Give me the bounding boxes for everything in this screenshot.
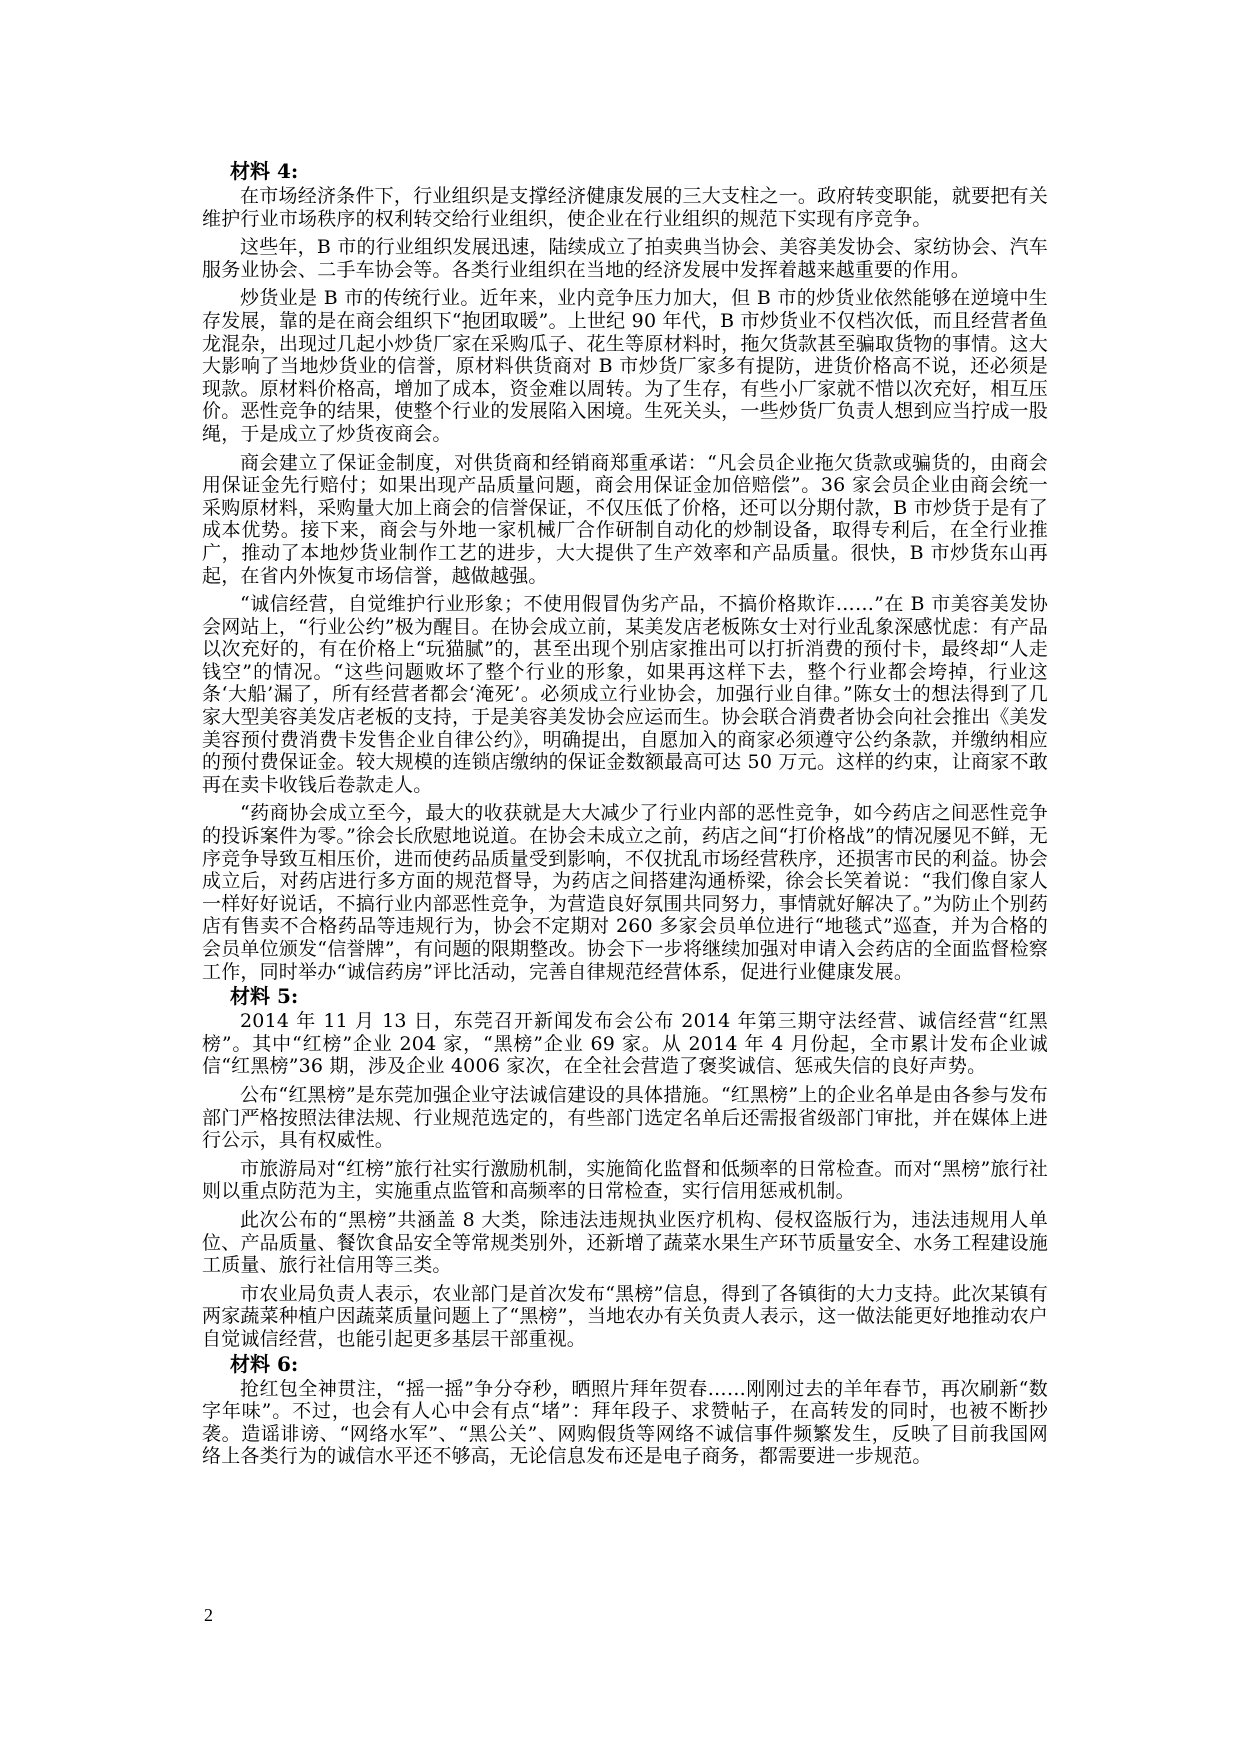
paragraph: 商会建立了保证金制度，对供货商和经销商郑重承诺：“凡会员企业拖欠货款或骗货的，由商会用保证金先行赔付；如果出现产品质量问题，商会用保证金加倍赔偿”。36 家会员企业由商会统一采购原材料，采购量大加上商会的信誉保证，不仅压低了价格，还可以分期付款，B 市炒货于是有了成本优势。接下来，商会与外地一家机械厂合作研制自动化的炒制设备，取得专利后，在全行业推广，推动了本地炒货业制作工艺的进步，大大提供了生产效率和产品质量。很快，B 市炒货东山再起，在省内外恢复市场信誉，越做越强。 [202,451,1049,587]
paragraph: 2014 年 11 月 13 日，东莞召开新闻发布会公布 2014 年第三期守法经营、诚信经营“红黑榜”。其中“红榜”企业 204 家，“黑榜”企业 69 家。从 2014 年 4 月份起，全市累计发布企业诚信“红黑榜”36 期，涉及企业 4006 家次，在全社会营造了褒奖诚信、惩戒失信的良好声势。 [202,1010,1048,1078]
section-material-4 [202,160,1048,983]
paragraph: 市旅游局对“红榜”旅行社实行激励机制，实施简化监督和低频率的日常检查。而对“黑榜”旅行社则以重点防范为主，实施重点监管和高频率的日常检查，实行信用惩戒机制。 [202,1157,1048,1203]
section-material-6 [202,1353,1048,1468]
section-heading: 材料 4: [230,159,299,183]
paragraph: 抢红包全神贯注，“摇一摇”争分夺秒，晒照片拜年贺春……刚刚过去的羊年春节，再次刷新“数字年味”。不过，也会有人心中会有点“堵”：拜年段子、求赞帖子，在高转发的同时，也被不断抄袭。造谣诽谤、“网络水军”、“黑公关”、网购假货等网络不诚信事件频繁发生，反映了目前我国网络上各类行为的诚信水平还不够高，无论信息发布还是电子商务，都需要进一步规范。 [202,1377,1048,1468]
section-material-5 [202,985,1048,1350]
paragraph: 这些年，B 市的行业组织发展迅速，陆续成立了拍卖典当协会、美容美发协会、家纺协会、汽车服务业协会、二手车协会等。各类行业组织在当地的经济发展中发挥着越来越重要的作用。 [202,236,1048,281]
section-heading: 材料 6: [230,1351,299,1376]
page-number: 2 [204,1605,213,1625]
document-body [202,160,1048,1474]
paragraph: 炒货业是 B 市的传统行业。近年来，业内竞争压力加大，但 B 市的炒货业依然能够在逆境中生存发展，靠的是在商会组织下“抱团取暖”。上世纪 90 年代，B 市炒货业不仅档次低，而且经营者鱼龙混杂，出现过几起小炒货厂家在采购瓜子、花生等原材料时，拖欠货款甚至骗取货物的事情。这大大影响了当地炒货业的信誉，原材料供货商对 B 市炒货厂家多有提防，进货价格高不说，还必须是现款。原材料价格高，增加了成本，资金难以周转。为了生存，有些小厂家就不惜以次充好，相互压价。恶性竞争的结果，使整个行业的发展陷入困境。生死关头，一些炒货厂负责人想到应当拧成一股绳，于是成立了炒货夜商会。 [202,287,1048,445]
paragraph: “诚信经营，自觉维护行业形象；不使用假冒伪劣产品，不搞价格欺诈……”在 B 市美容美发协会网站上，“行业公约”极为醒目。在协会成立前，某美发店老板陈女士对行业乱象深感忧虑：有产品以次充好的，有在价格上“玩猫腻”的，甚至出现个别店家推出可以打折消费的预付卡，最终却“人走钱空”的情况。“这些问题败坏了整个行业的形象，如果再这样下去，整个行业都会垮掉，行业这条‘大船’漏了，所有经营者都会‘淹死’。必须成立行业协会，加强行业自律。”陈女士的想法得到了几家大型美容美发店老板的支持，于是美容美发协会应运而生。协会联合消费者协会向社会推出《美发美容预付费消费卡发售企业自律公约》，明确提出，自愿加入的商家必须遵守公约条款，并缴纳相应的预付费保证金。较大规模的连锁店缴纳的保证金数额最高可达 50 万元。这样的约束，让商家不敢再在卖卡收钱后卷款走人。 [202,593,1048,796]
paragraph: 在市场经济条件下，行业组织是支撑经济健康发展的三大支柱之一。政府转变职能，就要把有关维护行业市场秩序的权利转交给行业组织，使企业在行业组织的规范下实现有序竞争。 [202,185,1048,230]
paragraph: 市农业局负责人表示，农业部门是首次发布“黑榜”信息，得到了各镇街的大力支持。此次某镇有两家蔬菜种植户因蔬菜质量问题上了“黑榜”，当地农办有关负责人表示，这一做法能更好地推动农户自觉诚信经营，也能引起更多基层干部重视。 [202,1282,1048,1350]
section-heading: 材料 5: [230,984,299,1009]
paragraph: 此次公布的“黑榜”共涵盖 8 大类，除违法违规执业医疗机构、侵权盗版行为，违法违规用人单位、产品质量、餐饮食品安全等常规类别外，还新增了蔬菜水果生产环节质量安全、水务工程建设施工质量、旅行社信用等三类。 [202,1208,1048,1277]
paragraph: 公布“红黑榜”是东莞加强企业守法诚信建设的具体措施。“红黑榜”上的企业名单是由各参与发布部门严格按照法律法规、行业规范选定的，有些部门选定名单后还需报省级部门审批，并在媒体上进行公示，具有权威性。 [202,1083,1048,1152]
paragraph: “药商协会成立至今，最大的收获就是大大减少了行业内部的恶性竞争，如今药店之间恶性竞争的投诉案件为零。”徐会长欣慰地说道。在协会未成立之前，药店之间“打价格战”的情况屡见不鲜，无序竞争导致互相压价，进而使药品质量受到影响，不仅扰乱市场经营秩序，还损害市民的利益。协会成立后，对药店进行多方面的规范督导，为药店之间搭建沟通桥梁，徐会长笑着说：“我们像自家人一样好好说话，不搞行业内部恶性竞争，为营造良好氛围共同努力，事情就好解决了。”为防止个别药店有售卖不合格药品等违规行为，协会不定期对 260 多家会员单位进行“地毯式”巡查，并为合格的会员单位颁发“信誉牌”，有问题的限期整改。协会下一步将继续加强对申请入会药店的全面监督检察工作，同时举办“诚信药房”评比活动，完善自律规范经营体系，促进行业健康发展。 [202,802,1048,983]
